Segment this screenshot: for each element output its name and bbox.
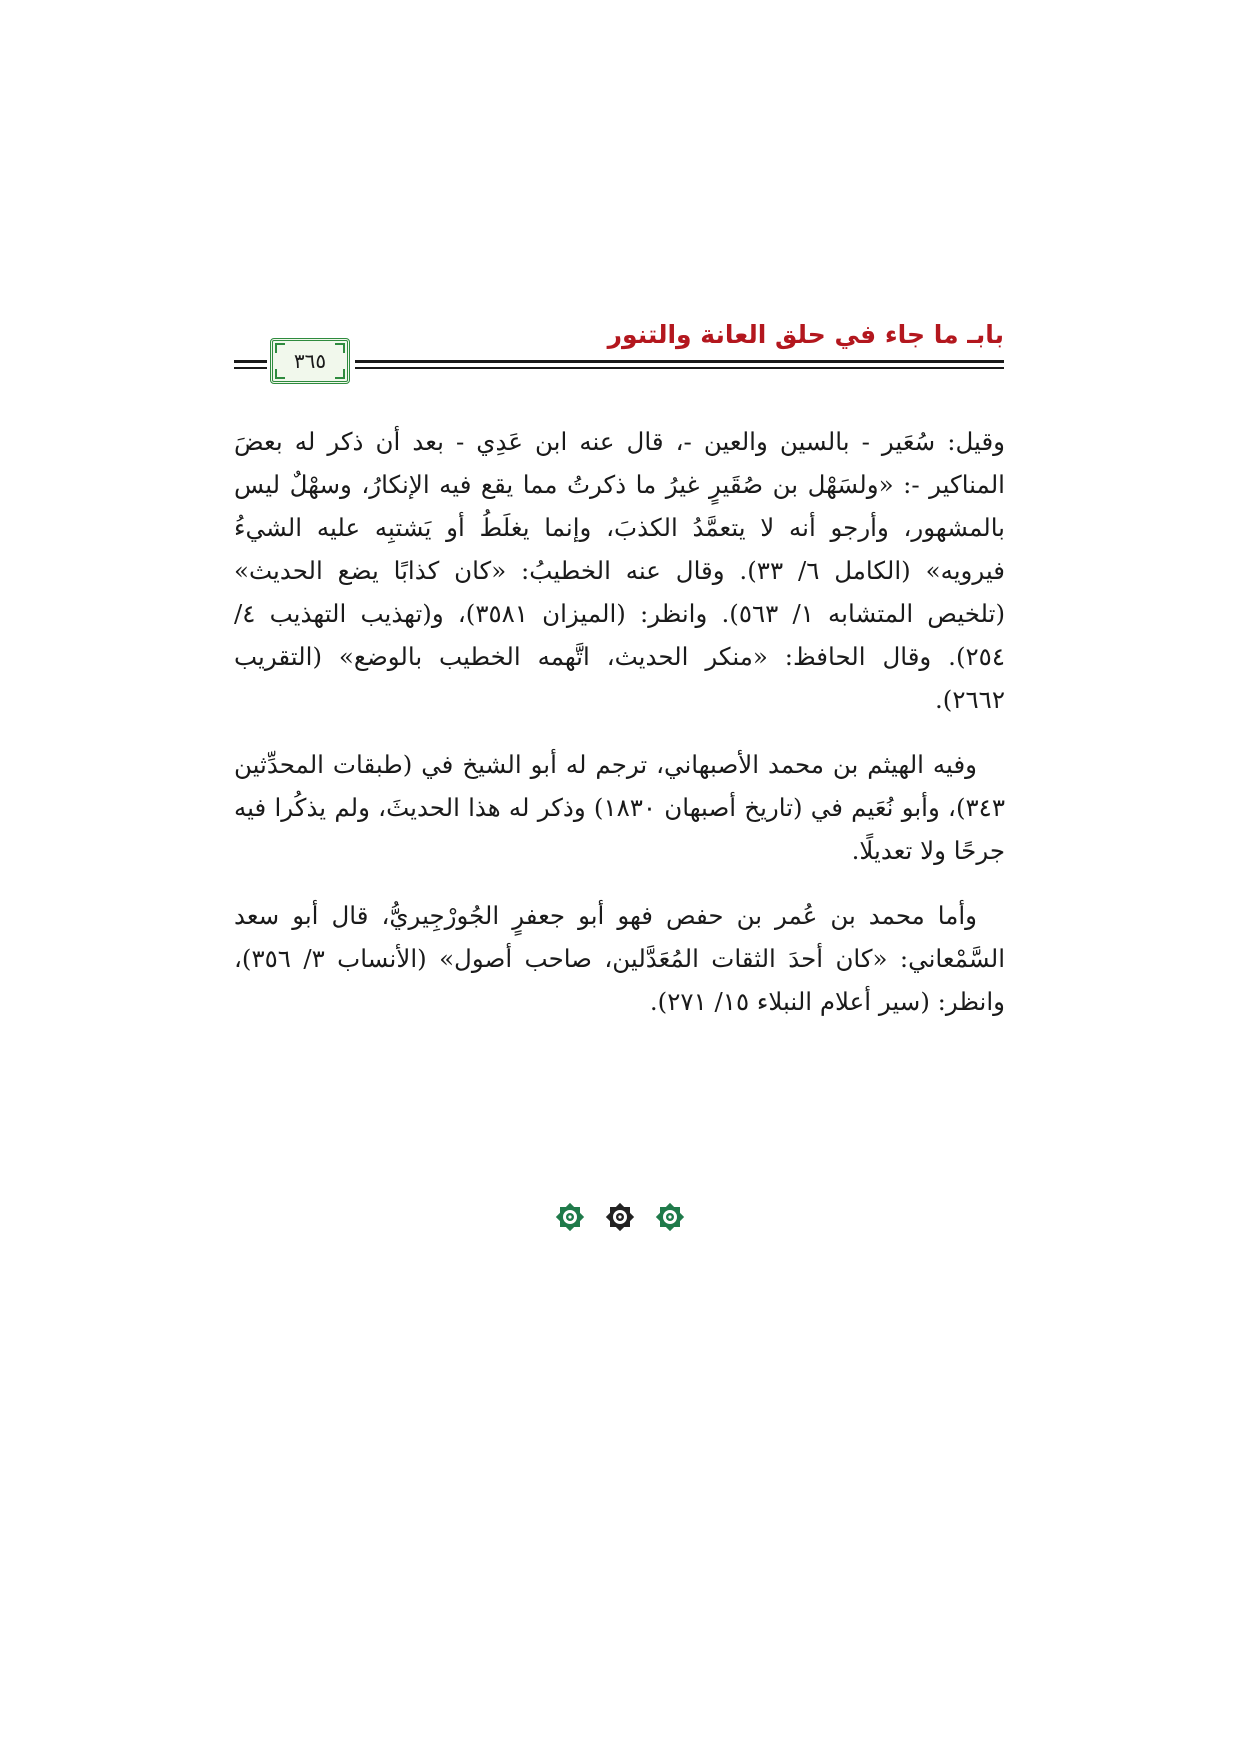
paragraph-2: وفيه الهيثم بن محمد الأصبهاني، ترجم له أبو الشيخ في (طبقات المحدِّثين ٣٤٣)، وأبو نُعَيم في (تاريخ أصبهان ١٨٣٠) وذكر له هذا الحديثَ، ولم يذكُرا فيه جرحًا ولا تعديلًا. bbox=[234, 750, 1005, 865]
badge-corner bbox=[335, 369, 345, 379]
page-number-badge bbox=[270, 338, 350, 384]
paragraph-3: وأما محمد بن عُمر بن حفص فهو أبو جعفرٍ الجُورْجِيريُّ، قال أبو سعد السَّمْعاني: «كان أحدَ الثقات المُعَدَّلين، صاحب أصول» (الأنساب ٣/ ٣٥٦)، وانظر: (سير أعلام النبلاء ١٥/ ٢٧١). bbox=[234, 901, 1005, 1016]
header-rule-right-top bbox=[355, 360, 1004, 363]
header-rule-left-top bbox=[234, 360, 267, 363]
chapter-title: بابـ ما جاء في حلق العانة والتنور bbox=[607, 320, 1004, 349]
section-end-ornaments bbox=[0, 1200, 1240, 1240]
page-number: ٣٦٥ bbox=[293, 349, 327, 373]
paragraph-1: وقيل: سُعَير - بالسين والعين -، قال عنه ابن عَدِي - بعد أن ذكر له بعضَ المناكير -: «ولسَهْل بن صُقَيرٍ غيرُ ما ذكرتُ مما يقع فيه الإنكارُ، وسهْلٌ ليس بالمشهور، وأرجو أنه لا يتعمَّدُ الكذبَ، وإنما يغلَطُ أو يَشتبِه عليه الشيءُ فيرويه» (الكامل ٦/ ٣٣). وقال عنه الخطيبُ: «كان كذابًا يضع الحديث» (تلخيص المتشابه ١/ ٥٦٣). وانظر: (الميزان ٣٥٨١)، و(تهذيب التهذيب ٤/ ٢٥٤). وقال الحافظ: «منكر الحديث، اتَّهمه الخطيب بالوضع» (التقريب ٢٦٦٢). bbox=[234, 427, 1006, 714]
header-rule-right-bottom bbox=[355, 367, 1004, 369]
badge-corner bbox=[335, 343, 345, 353]
badge-corner bbox=[275, 369, 285, 379]
green-star-ornament-icon bbox=[553, 1200, 587, 1234]
badge-corner bbox=[275, 343, 285, 353]
page-header bbox=[0, 300, 1240, 390]
dark-star-ornament-icon bbox=[603, 1200, 637, 1234]
header-rule-left-bottom bbox=[234, 367, 267, 369]
body-text bbox=[234, 420, 1005, 1045]
green-star-ornament-icon bbox=[653, 1200, 687, 1234]
